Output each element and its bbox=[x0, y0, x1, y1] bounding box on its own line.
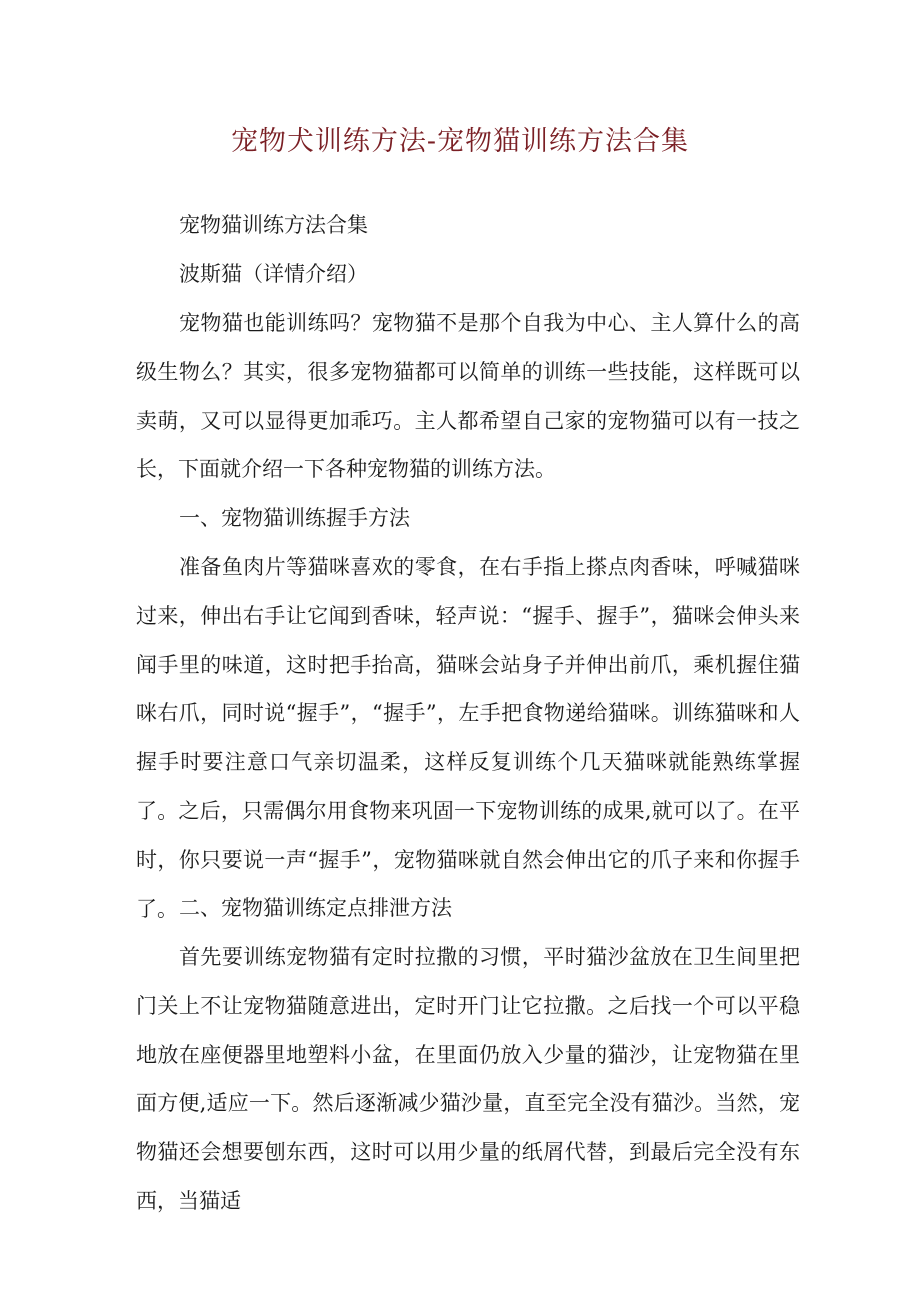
section2-paragraph: 首先要训练宠物猫有定时拉撒的习惯，平时猫沙盆放在卫生间里把门关上不让宠物猫随意进出，定时开门让它拉撒。之后找一个可以平稳地放在座便器里地塑料小盆，在里面仍放入少量的猫沙，让宠物猫在里面方便,适应一下。然后逐渐减少猫沙量，直至完全没有猫沙。当然，宠物猫还会想要刨东西，这时可以用少量的纸屑代替，到最后完全没有东西，当猫适 bbox=[136, 945, 800, 1213]
section1-paragraph: 准备鱼肉片等猫咪喜欢的零食，在右手指上搽点肉香味，呼喊猫咪过来，伸出右手让它闻到香味，轻声说：“握手、握手”，猫咪会伸头来闻手里的味道，这时把手抬高，猫咪会站身子并伸出前爪，乘机握住猫咪右爪，同时说“握手”，“握手”，左手把食物递给猫咪。训练猫咪和人握手时要注意口气亲切温柔，这样反复训练个几天猫咪就能熟练掌握了。之后，只需偶尔用食物来巩固一下宠物训练的成果,就可以了。在平时，你只要说一声“握手”，宠物猫咪就自然会伸出它的爪子来和你握手了。 bbox=[136, 555, 800, 921]
intro-paragraph: 宠物猫也能训练吗？宠物猫不是那个自我为中心、主人算什么的高级生物么？其实，很多宠物猫都可以简单的训练一些技能，这样既可以卖萌，又可以显得更加乖巧。主人都希望自己家的宠物猫可以有一技之长，下面就介绍一下各种宠物猫的训练方法。 bbox=[136, 311, 800, 482]
breed-line: 波斯猫（详情介绍） bbox=[179, 262, 368, 286]
document-title: 宠物犬训练方法-宠物猫训练方法合集 bbox=[230, 126, 690, 157]
section2-heading: 二、宠物猫训练定点排泄方法 bbox=[179, 896, 452, 920]
subtitle-line: 宠物猫训练方法合集 bbox=[179, 213, 368, 237]
section1-heading: 一、宠物猫训练握手方法 bbox=[179, 506, 410, 530]
